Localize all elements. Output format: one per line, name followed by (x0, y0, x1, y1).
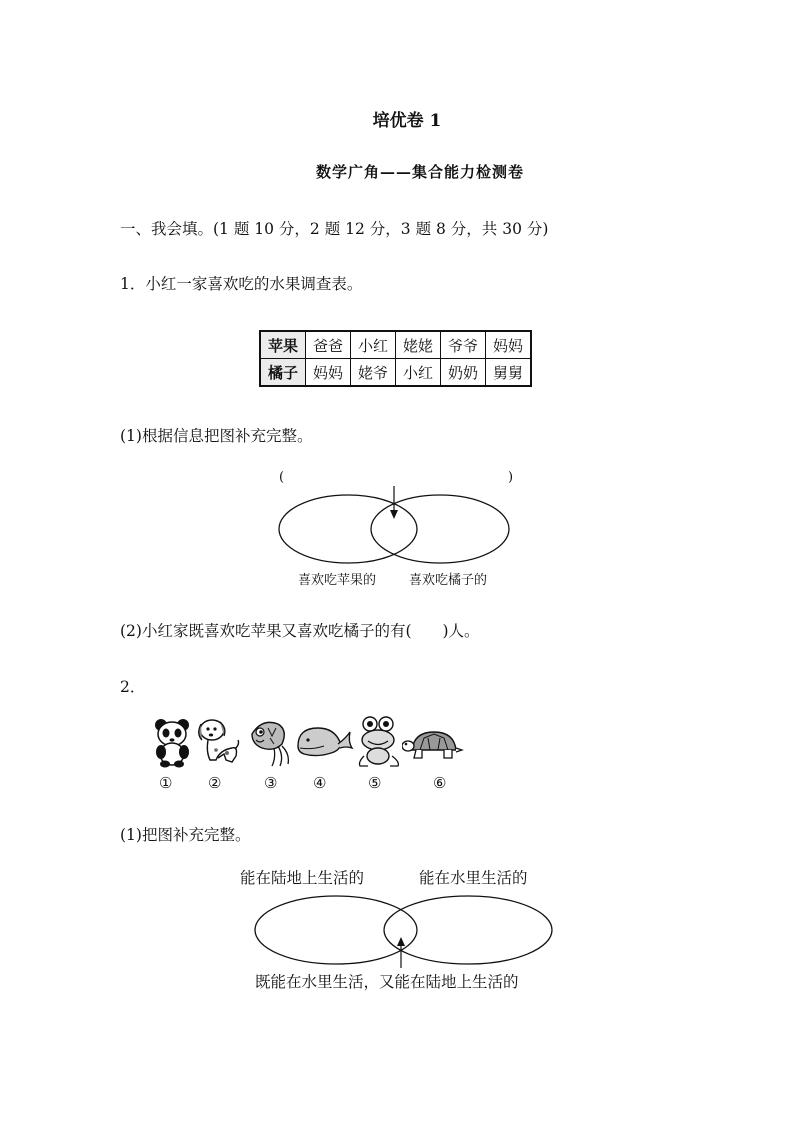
question-2-stem: 2． (120, 678, 146, 696)
table-cell: 姥爷 (351, 359, 396, 387)
fish-icon (248, 716, 296, 768)
frog-icon (356, 716, 404, 768)
page-subtitle: 数学广角——集合能力检测卷 (315, 163, 524, 181)
arrow-up-icon (397, 937, 405, 946)
question-2-part-1: (1)把图补充完整。 (120, 826, 251, 844)
question-1-part-2: (2)小红家既喜欢吃苹果又喜欢吃橘子的有( )人。 (120, 622, 480, 640)
table-cell: 奶奶 (441, 359, 486, 387)
animal-row (150, 716, 470, 796)
venn-label-land: 能在陆地上生活的 (240, 869, 365, 887)
venn-label-apple: 喜欢吃苹果的 (298, 573, 377, 588)
venn-bracket-right: ) (508, 470, 514, 485)
animal-number: ④ (313, 774, 327, 792)
venn-diagram-fruit (270, 484, 520, 574)
panda-icon (150, 716, 198, 768)
venn-label-water: 能在水里生活的 (419, 869, 528, 887)
venn-diagram-animals (248, 890, 560, 970)
table-cell: 橘子 (260, 359, 306, 387)
table-cell: 舅舅 (486, 359, 532, 387)
animal-number: ③ (264, 774, 278, 792)
table-cell: 小红 (351, 331, 396, 359)
question-1-stem: 1．小红一家喜欢吃的水果调查表。 (120, 275, 363, 293)
table-cell: 妈妈 (486, 331, 532, 359)
table-row (260, 359, 531, 387)
venn-circle-land (255, 896, 417, 964)
table-cell: 苹果 (260, 331, 306, 359)
table-cell: 小红 (396, 359, 441, 387)
question-1-part-1: (1)根据信息把图补充完整。 (120, 427, 313, 445)
table-cell: 姥姥 (396, 331, 441, 359)
animal-number: ② (208, 774, 222, 792)
animal-number: ⑤ (368, 774, 382, 792)
table-row (260, 331, 531, 359)
venn-circle-water (384, 896, 552, 964)
venn-bracket-left: ( (279, 470, 285, 485)
turtle-icon (402, 716, 466, 768)
table-cell: 妈妈 (306, 359, 351, 387)
venn-circle-orange (371, 495, 509, 563)
venn-circle-apple (279, 495, 417, 563)
venn-label-orange: 喜欢吃橘子的 (409, 573, 488, 588)
arrow-down-icon (390, 510, 398, 519)
whale-icon (294, 716, 354, 768)
animal-number: ⑥ (433, 774, 447, 792)
dog-icon (194, 716, 242, 768)
table-cell: 爷爷 (441, 331, 486, 359)
table-cell: 爸爸 (306, 331, 351, 359)
fruit-survey-table (259, 330, 532, 387)
animal-number: ① (159, 774, 173, 792)
section-heading: 一、我会填。(1 题 10 分，2 题 12 分，3 题 8 分，共 30 分) (120, 220, 549, 238)
venn-label-both: 既能在水里生活，又能在陆地上生活的 (255, 973, 519, 991)
page-title: 培优卷 1 (372, 111, 442, 131)
